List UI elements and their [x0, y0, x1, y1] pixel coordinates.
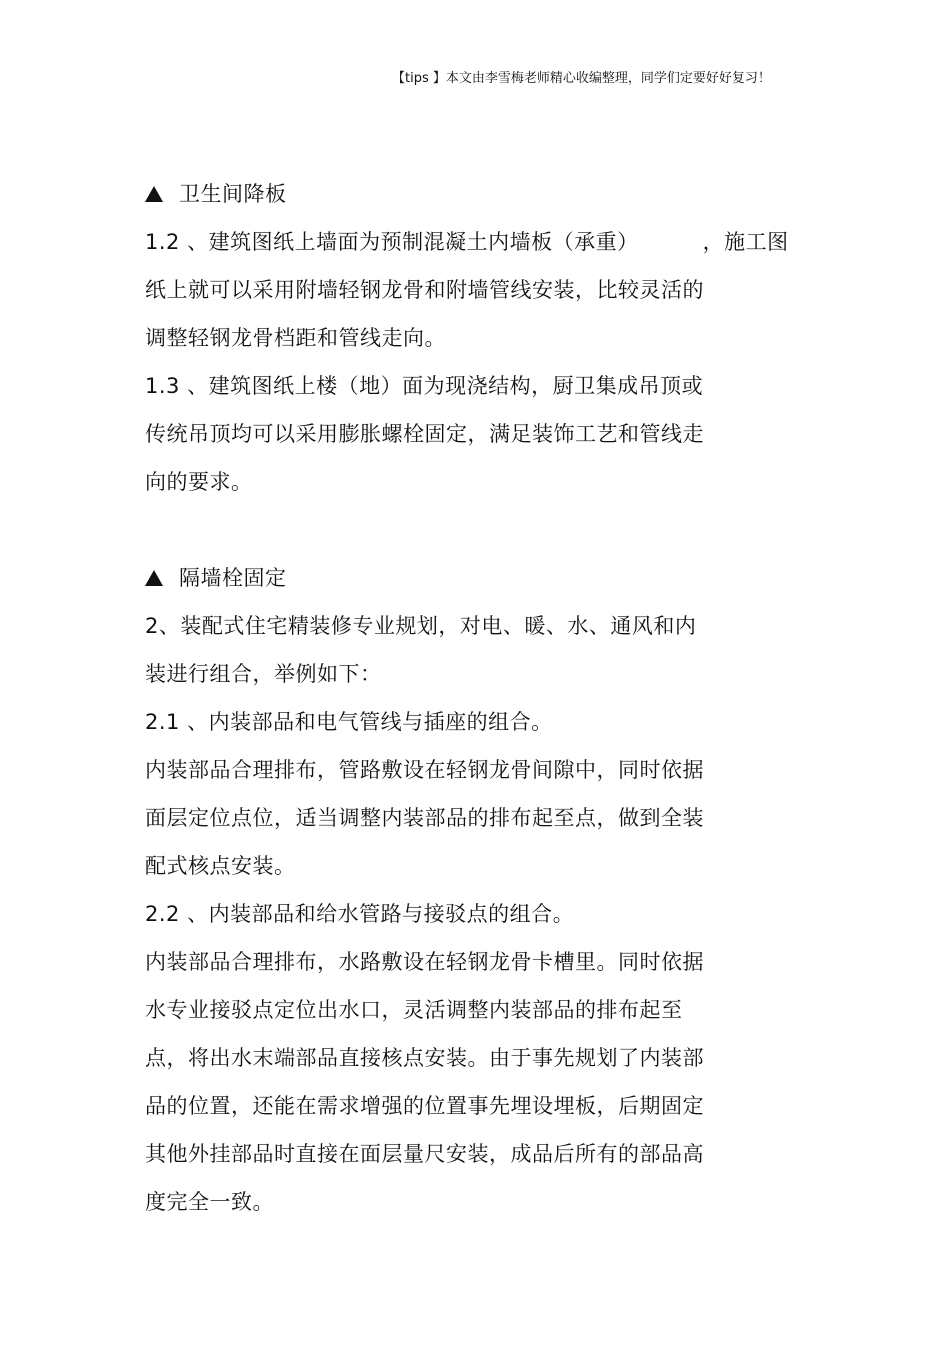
paragraph-line: 度完全一致。	[145, 1190, 274, 1214]
paragraph-line: 点，将出水末端部品直接核点安装。由于事先规划了内装部	[145, 1046, 704, 1070]
paragraph-line: 其他外挂部品时直接在面层量尺安装，成品后所有的部品高	[145, 1142, 704, 1166]
paragraph-line: 内装部品合理排布，水路敷设在轻钢龙骨卡槽里。同时依据	[145, 950, 704, 974]
paragraph-line: 传统吊顶均可以采用膨胀螺栓固定，满足装饰工艺和管线走	[145, 422, 704, 446]
paragraph-line	[145, 228, 789, 256]
header-tips-note: 【tips 】本文由李雪梅老师精心收编整理，同学们定要好好复习！	[392, 71, 771, 86]
paragraph-line: 2、装配式住宅精装修专业规划，对电、暖、水、通风和内	[145, 614, 697, 638]
paragraph-line: 配式核点安装。	[145, 854, 296, 878]
paragraph-line: 向的要求。	[145, 470, 253, 494]
paragraph-line: 装进行组合，举例如下：	[145, 662, 382, 686]
paragraph-line: 品的位置，还能在需求增强的位置事先埋设埋板，后期固定	[145, 1094, 704, 1118]
paragraph-line: 内装部品合理排布，管路敷设在轻钢龙骨间隙中，同时依据	[145, 758, 704, 782]
paragraph-line: 面层定位点位，适当调整内装部品的排布起至点，做到全装	[145, 806, 704, 830]
section-heading-partition-anchor	[145, 564, 287, 592]
paragraph-line: 纸上就可以采用附墙轻钢龙骨和附墙管线安装，比较灵活的	[145, 278, 704, 302]
subsection-title: 2.2 、内装部品和给水管路与接驳点的组合。	[145, 902, 575, 926]
heading-text: 隔墙栓固定	[179, 566, 287, 590]
triangle-bullet-icon	[145, 570, 163, 586]
paragraph-text: 1.2 、建筑图纸上墙面为预制混凝土内墙板（承重）	[145, 230, 639, 254]
paragraph-line: 调整轻钢龙骨档距和管线走向。	[145, 326, 446, 350]
heading-text: 卫生间降板	[179, 182, 287, 206]
triangle-bullet-icon	[145, 186, 163, 202]
section-heading-bathroom-slab	[145, 180, 287, 208]
paragraph-text: ，施工图	[702, 230, 789, 254]
subsection-title: 2.1 、内装部品和电气管线与插座的组合。	[145, 710, 553, 734]
paragraph-line: 水专业接驳点定位出水口，灵活调整内装部品的排布起至	[145, 998, 683, 1022]
paragraph-line: 1.3 、建筑图纸上楼（地）面为现浇结构，厨卫集成吊顶或	[145, 374, 704, 398]
